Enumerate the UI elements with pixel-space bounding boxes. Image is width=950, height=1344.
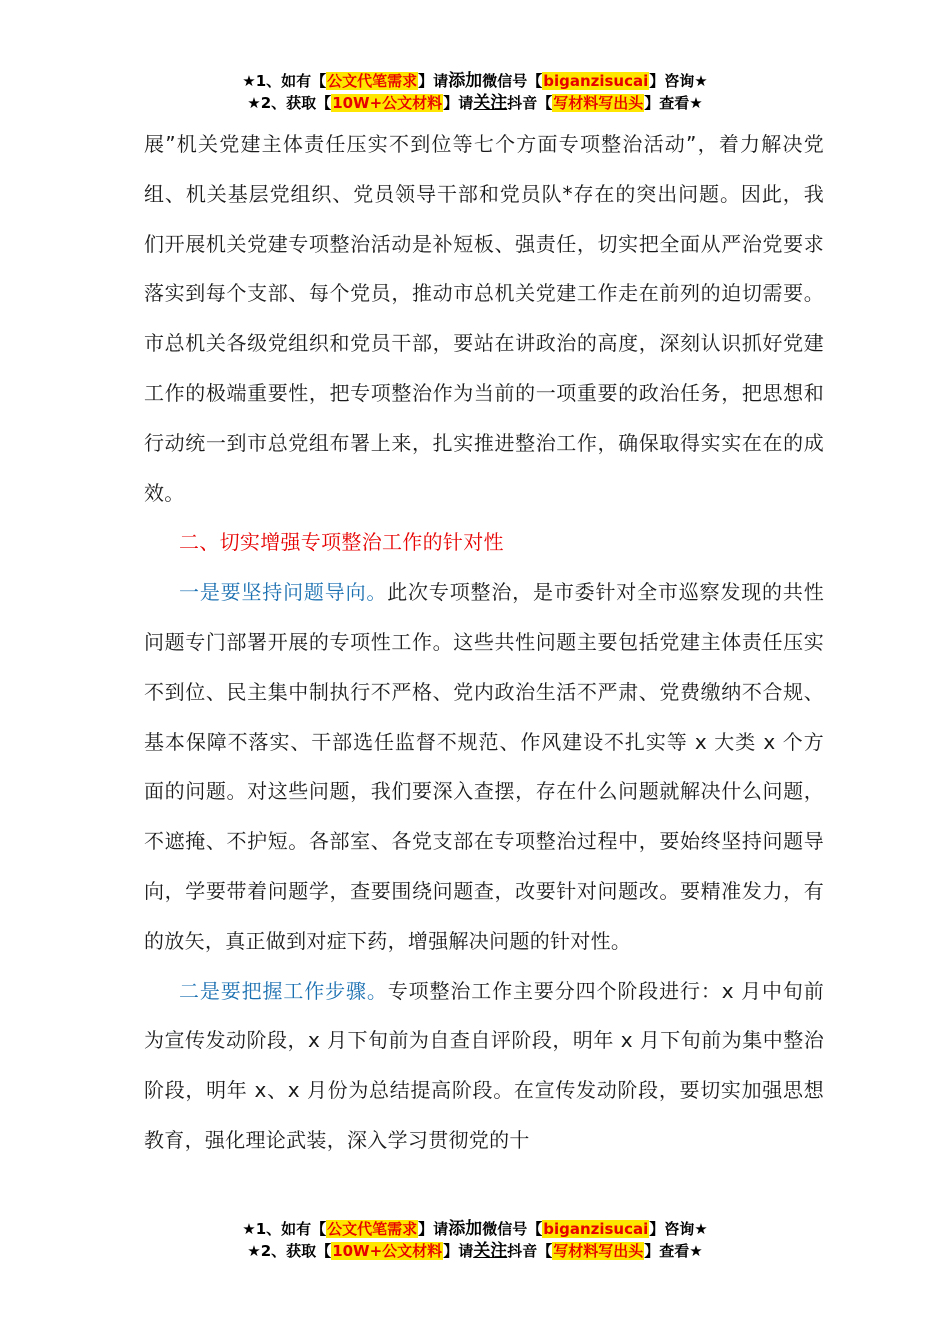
paragraph-1: 展”机关党建主体责任压实不到位等七个方面专项整治活动”，着力解决党组、机关基层党组织、党员领导干部和党员队*存在的突出问题。因此，我们开展机关党建专项整治活动是补短板、强责任，切实把全面从严治党要求落实到每个支部、每个党员，推动市总机关党建工作走在前列的迫切需要。市总机关各级党组织和党员干部，要站在讲政治的高度，深刻认识抓好党建工作的极端重要性，把专项整治作为当前的一项重要的政治任务，把思想和行动统一到市总党组布署上来，扎实推进整治工作，确保取得实实在在的成效。	[144, 132, 824, 505]
banner-line-1: ★1、如有【公文代笔需求】请添加微信号【biganzisucai】咨询★	[242, 71, 708, 91]
section-heading-2: 二、切实增强专项整治工作的针对性	[179, 530, 504, 555]
highlight-wechat-id: biganzisucai	[543, 72, 649, 90]
highlight-wechat-id: biganzisucai	[543, 1220, 649, 1238]
document-body	[144, 120, 824, 1166]
banner-line-2: ★2、获取【10W+公文材料】请关注抖音【写材料写出头】查看★	[247, 1241, 703, 1261]
paragraph-3: 二是要把握工作步骤。专项整治工作主要分四个阶段进行：x 月中旬前为宣传发动阶段，x 月下旬前为自查自评阶段，明年 x 月下旬前为集中整治阶段，明年 x、x 月份为总结提高阶段。在宣传发动阶段，要切实加强思想教育，强化理论武装，深入学习贯彻党的十	[144, 978, 824, 1152]
paragraph-2-lead: 一是要坚持问题导向。	[179, 580, 388, 605]
highlight-douyin-id: 写材料写出头	[553, 1242, 644, 1260]
highlight-materials: 10W+公文材料	[332, 1242, 443, 1260]
banner-line-2: ★2、获取【10W+公文材料】请关注抖音【写材料写出头】查看★	[247, 93, 703, 113]
top-ad-banner	[0, 70, 950, 114]
bottom-ad-banner	[0, 1218, 950, 1262]
banner-line-1: ★1、如有【公文代笔需求】请添加微信号【biganzisucai】咨询★	[242, 1219, 708, 1239]
highlight-service: 公文代笔需求	[327, 72, 418, 90]
paragraph-3-lead: 二是要把握工作步骤。	[179, 978, 388, 1003]
highlight-materials: 10W+公文材料	[332, 94, 443, 112]
paragraph-2: 一是要坚持问题导向。此次专项整治，是市委针对全市巡察发现的共性问题专门部署开展的专项性工作。这些共性问题主要包括党建主体责任压实不到位、民主集中制执行不严格、党内政治生活不严肃、党费缴纳不合规、基本保障不落实、干部选任监督不规范、作风建设不扎实等 x 大类 x 个方面的问题。对这些问题，我们要深入查摆，存在什么问题就解决什么问题，不遮掩、不护短。各部室、各党支部在专项整治过程中，要始终坚持问题导向，学要带着问题学，查要围绕问题查，改要针对问题改。要精准发力，有的放矢，真正做到对症下药，增强解决问题的针对性。	[144, 580, 824, 953]
highlight-douyin-id: 写材料写出头	[553, 94, 644, 112]
highlight-service: 公文代笔需求	[327, 1220, 418, 1238]
